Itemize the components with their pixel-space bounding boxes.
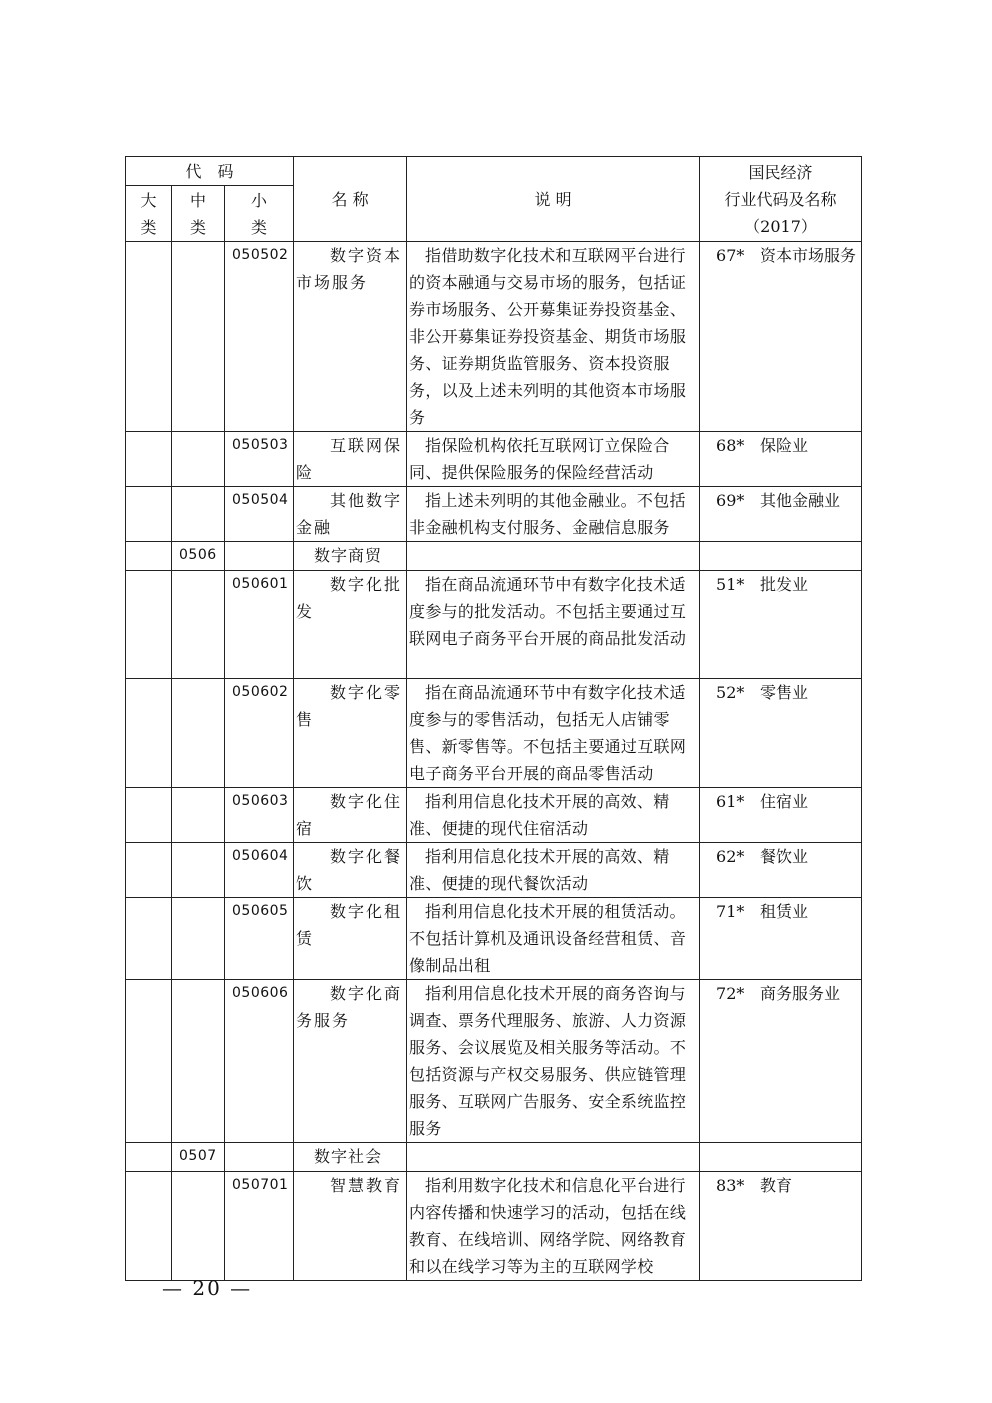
header-national-industry: 国民经济 行业代码及名称 （2017） bbox=[700, 157, 862, 242]
national-industry: 68* 保险业 bbox=[700, 432, 862, 487]
minor-code: 050606 bbox=[225, 980, 294, 1143]
header-name: 名 称 bbox=[294, 157, 407, 242]
item-name: 数字资本市场服务 bbox=[294, 242, 407, 432]
minor-code: 050605 bbox=[225, 898, 294, 980]
minor-code: 050701 bbox=[225, 1172, 294, 1281]
table-row bbox=[126, 571, 862, 679]
national-industry: 67* 资本市场服务 bbox=[700, 242, 862, 432]
national-industry: 51* 批发业 bbox=[700, 571, 862, 679]
table-row bbox=[126, 487, 862, 542]
item-name: 智慧教育 bbox=[294, 1172, 407, 1281]
national-industry: 52* 零售业 bbox=[700, 679, 862, 788]
table-row bbox=[126, 542, 862, 571]
item-description: 指利用数字化技术和信息化平台进行内容传播和快速学习的活动，包括在线教育、在线培训、网络学院、网络教育和以在线学习等为主的互联网学校 bbox=[407, 1172, 700, 1281]
table-row bbox=[126, 843, 862, 898]
header-minor: 小 类 bbox=[225, 186, 294, 242]
table-row bbox=[126, 1143, 862, 1172]
table-row bbox=[126, 432, 862, 487]
classification-table bbox=[125, 156, 862, 1281]
item-name: 数字化住宿 bbox=[294, 788, 407, 843]
table-row bbox=[126, 1172, 862, 1281]
item-name: 数字化零售 bbox=[294, 679, 407, 788]
minor-code: 050503 bbox=[225, 432, 294, 487]
item-description: 指在商品流通环节中有数字化技术适度参与的零售活动，包括无人店铺零售、新零售等。不包括主要通过互联网电子商务平台开展的商品零售活动 bbox=[407, 679, 700, 788]
table-row bbox=[126, 242, 862, 432]
category-name: 数字社会 bbox=[294, 1143, 407, 1172]
middle-code: 0506 bbox=[172, 542, 225, 571]
middle-code: 0507 bbox=[172, 1143, 225, 1172]
item-name: 数字化餐饮 bbox=[294, 843, 407, 898]
item-name: 数字化批发 bbox=[294, 571, 407, 679]
minor-code: 050602 bbox=[225, 679, 294, 788]
item-description: 指上述未列明的其他金融业。不包括非金融机构支付服务、金融信息服务 bbox=[407, 487, 700, 542]
item-description: 指在商品流通环节中有数字化技术适度参与的批发活动。不包括主要通过互联网电子商务平台开展的商品批发活动 bbox=[407, 571, 700, 679]
category-name: 数字商贸 bbox=[294, 542, 407, 571]
minor-code: 050601 bbox=[225, 571, 294, 679]
minor-code: 050502 bbox=[225, 242, 294, 432]
item-name: 数字化商务服务 bbox=[294, 980, 407, 1143]
national-industry: 83* 教育 bbox=[700, 1172, 862, 1281]
item-name: 数字化租赁 bbox=[294, 898, 407, 980]
minor-code: 050603 bbox=[225, 788, 294, 843]
item-description: 指保险机构依托互联网订立保险合同、提供保险服务的保险经营活动 bbox=[407, 432, 700, 487]
national-industry: 61* 住宿业 bbox=[700, 788, 862, 843]
national-industry: 62* 餐饮业 bbox=[700, 843, 862, 898]
table-row bbox=[126, 788, 862, 843]
item-name: 其他数字金融 bbox=[294, 487, 407, 542]
national-industry: 69* 其他金融业 bbox=[700, 487, 862, 542]
table-row bbox=[126, 679, 862, 788]
page-number: — 20 — bbox=[162, 1276, 253, 1300]
item-description: 指利用信息化技术开展的高效、精准、便捷的现代餐饮活动 bbox=[407, 843, 700, 898]
table-row bbox=[126, 980, 862, 1143]
item-description: 指利用信息化技术开展的租赁活动。不包括计算机及通讯设备经营租赁、音像制品出租 bbox=[407, 898, 700, 980]
header-major: 大 类 bbox=[126, 186, 172, 242]
item-name: 互联网保险 bbox=[294, 432, 407, 487]
header-desc: 说 明 bbox=[407, 157, 700, 242]
table-row bbox=[126, 898, 862, 980]
minor-code: 050504 bbox=[225, 487, 294, 542]
item-description: 指利用信息化技术开展的商务咨询与调查、票务代理服务、旅游、人力资源服务、会议展览及相关服务等活动。不包括资源与产权交易服务、供应链管理服务、互联网广告服务、安全系统监控服务 bbox=[407, 980, 700, 1143]
header-middle: 中 类 bbox=[172, 186, 225, 242]
item-description: 指利用信息化技术开展的高效、精准、便捷的现代住宿活动 bbox=[407, 788, 700, 843]
national-industry: 71* 租赁业 bbox=[700, 898, 862, 980]
national-industry: 72* 商务服务业 bbox=[700, 980, 862, 1143]
header-code: 代 码 bbox=[126, 157, 294, 186]
minor-code: 050604 bbox=[225, 843, 294, 898]
item-description: 指借助数字化技术和互联网平台进行的资本融通与交易市场的服务，包括证券市场服务、公开募集证券投资基金、非公开募集证券投资基金、期货市场服务、证券期货监管服务、资本投资服务，以及上述未列明的其他资本市场服务 bbox=[407, 242, 700, 432]
